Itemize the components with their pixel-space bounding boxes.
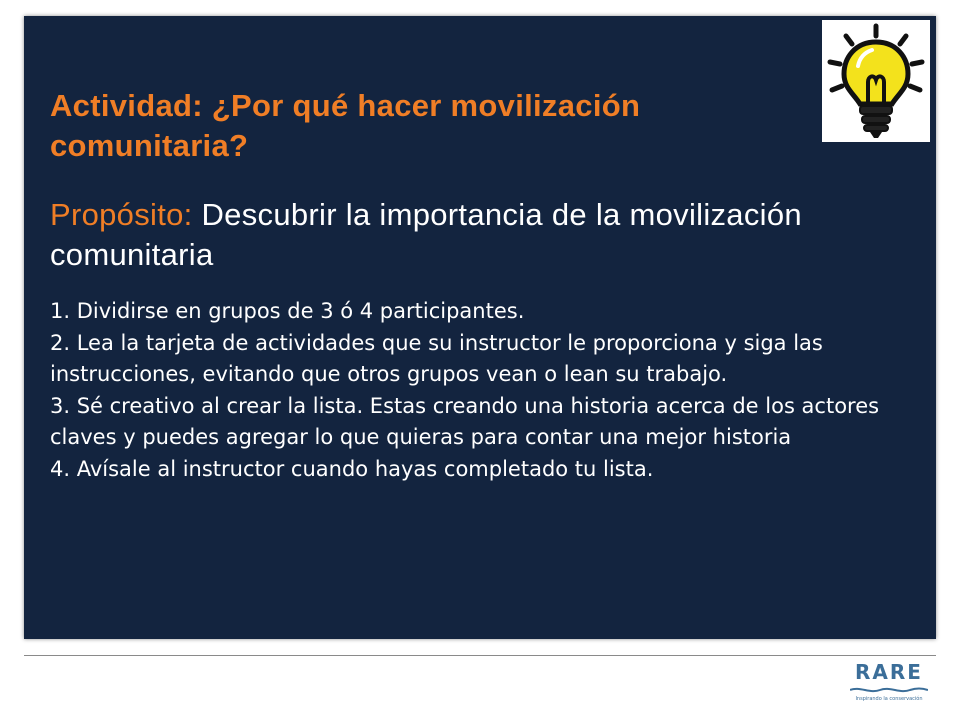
footer-divider (24, 655, 936, 656)
rare-logo (846, 658, 932, 708)
instruction-steps (50, 296, 920, 485)
step-item-2: 2. Lea la tarjeta de actividades que su instructor le proporciona y siga las instrucciones, evitando que otros grupos vean o lean su trabajo. (50, 330, 823, 386)
purpose-text: Descubrir la importancia de la movilización comunitaria (50, 197, 802, 272)
purpose-line (50, 195, 830, 275)
step-item-1: 1. Dividirse en grupos de 3 ó 4 participantes. (50, 299, 525, 323)
step-item-3: 3. Sé creativo al crear la lista. Estas creando una historia acerca de los actores claves y puedes agregar lo que quieras para contar una mejor historia (50, 393, 880, 449)
rare-logo-icon (850, 686, 928, 694)
slide-title: Actividad: ¿Por qué hacer movilización comunitaria? (50, 88, 641, 163)
rare-logo-tagline: Inspirando la conservación (855, 696, 923, 702)
step-item-4: 4. Avísale al instructor cuando hayas completado tu lista. (50, 456, 654, 481)
lightbulb-image (822, 20, 930, 142)
rare-logo-text: RARE (855, 660, 923, 684)
lightbulb-icon (822, 20, 930, 142)
purpose-label: Propósito: (50, 197, 193, 232)
